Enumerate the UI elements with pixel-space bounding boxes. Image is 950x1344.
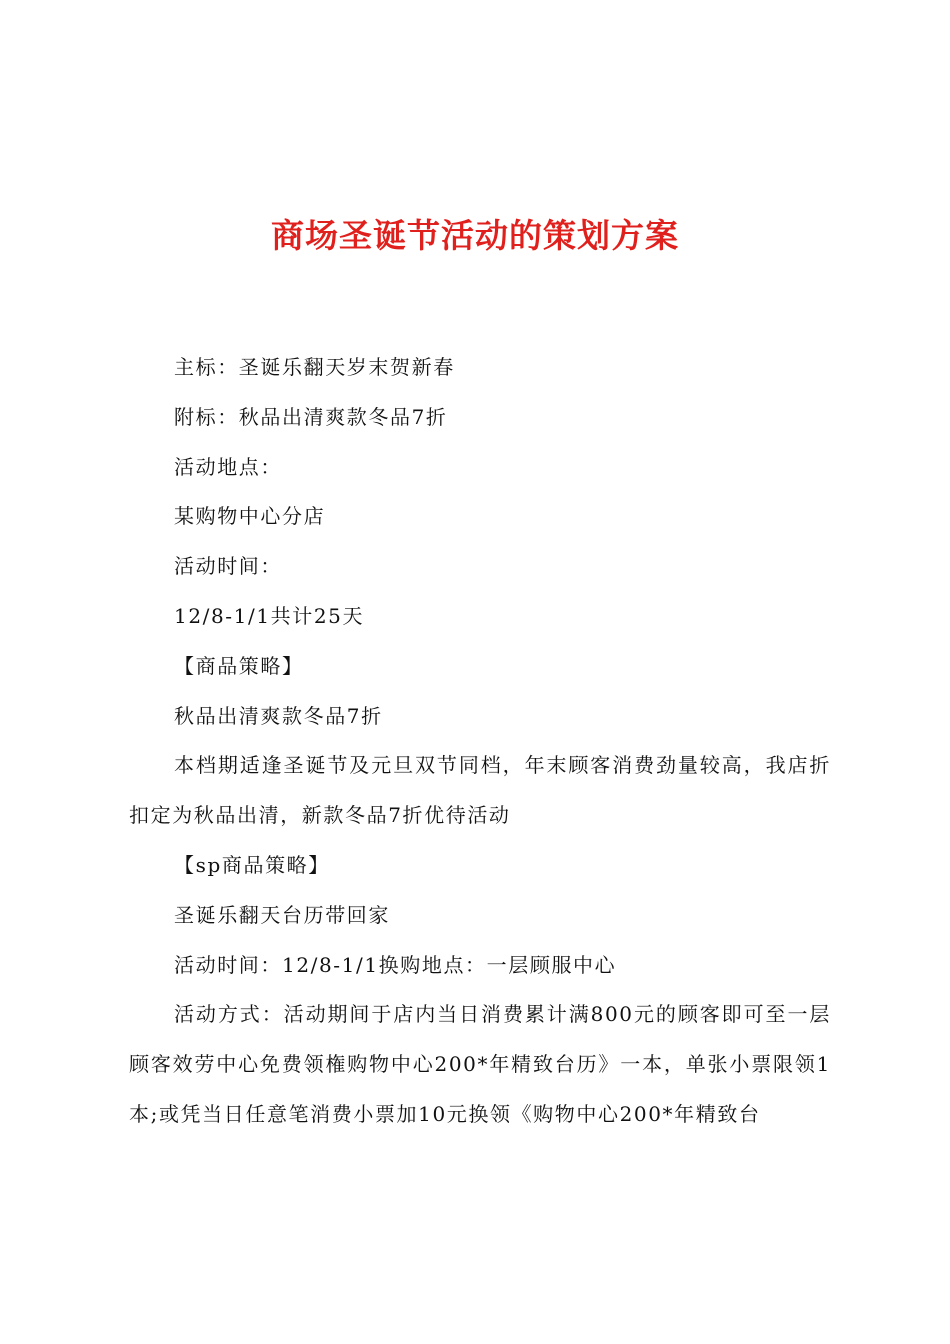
paragraph-sp-strategy-heading: 【sp商品策略】	[174, 852, 330, 877]
paragraph-time-label: 活动时间：	[174, 554, 282, 579]
paragraph-sp-method: 活动方式：活动期间于店内当日消费累计满800元的顾客即可至一层顾客效劳中心免费领権购物中心200*年精致台历》一本，单张小票限领1本;或凭当日任意笔消费小票加10元换领《购物中心200*年精致台	[129, 1002, 831, 1126]
paragraph-product-strategy-detail: 本档期适逢圣诞节及元旦双节同档，年末顾客消费劲量较高，我店折扣定为秋品出清，新款冬品7折优待活动	[129, 753, 831, 828]
document-body	[129, 343, 831, 1140]
paragraph-sp-time-place: 活动时间：12/8-1/1换购地点：一层顾服中心	[174, 952, 617, 977]
paragraph-location-label: 活动地点：	[174, 454, 282, 479]
document-title: 商场圣诞节活动的策划方案	[271, 216, 679, 255]
paragraph-product-strategy-summary: 秋品出清爽款冬品7折	[174, 703, 383, 728]
paragraph-main-slogan: 主标：圣诞乐翻天岁末贺新春	[174, 355, 455, 379]
paragraph-product-strategy-heading: 【商品策略】	[174, 653, 304, 678]
paragraph-time-value: 12/8-1/1共计25天	[174, 603, 365, 628]
paragraph-sp-strategy-title: 圣诞乐翻天台历带回家	[174, 902, 390, 927]
paragraph-location-value: 某购物中心分店	[174, 504, 326, 529]
paragraph-sub-slogan: 附标：秋品出清爽款冬品7折	[174, 404, 448, 429]
